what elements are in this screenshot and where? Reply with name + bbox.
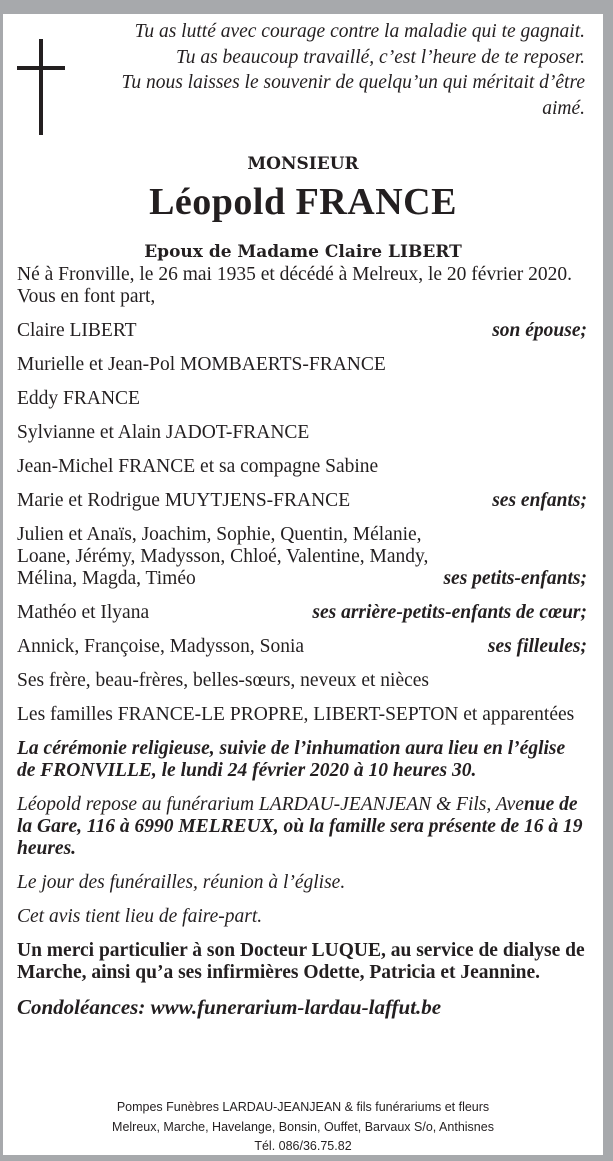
death-notice	[3, 14, 603, 1155]
family-list	[17, 320, 587, 726]
spouse-line: Epoux de Madame Claire LIBERT	[144, 242, 462, 262]
family-relation: ses arrière-petits-enfants de cœur;	[312, 602, 587, 623]
deceased-name: Léopold FRANCE	[149, 181, 457, 223]
family-row	[17, 456, 587, 478]
repose-text-bold: nue de la Gare, 116 à 6990 MELREUX, où la famille sera présente de 16 à 19 heures.	[17, 794, 583, 859]
family-names: Les familles FRANCE-LE PROPRE, LIBERT-SEPTON et apparentées	[17, 704, 575, 725]
family-relation: ses filleules;	[487, 636, 587, 657]
family-names: Jean-Michel FRANCE et sa compagne Sabine	[17, 456, 379, 477]
family-names: Annick, Françoise, Madysson, Sonia	[17, 636, 305, 657]
family-row	[17, 388, 587, 410]
title: MONSIEUR	[247, 154, 359, 174]
family-names: Marie et Rodrigue MUYTJENS-FRANCE	[17, 490, 351, 511]
poem	[115, 19, 585, 121]
family-names: Ses frère, beau-frères, belles-sœurs, neveux et nièces	[17, 670, 430, 691]
family-names: Julien et Anaïs, Joachim, Sophie, Quentin, Mélanie, Loane, Jérémy, Madysson, Chloé, Valentine, Mandy, Mélina, Magda, Timéo	[17, 524, 429, 589]
cross-icon	[17, 39, 65, 135]
family-row	[17, 490, 587, 512]
announce: Vous en font part,	[17, 286, 156, 307]
family-relation: ses enfants;	[492, 490, 587, 511]
poem-line: Tu nous laisses le souvenir de quelqu’un qui méritait d’être aimé.	[121, 72, 585, 119]
family-row	[17, 524, 587, 590]
repose-text: Léopold repose au funérarium LARDAU-JEANJEAN & Fils, Ave	[17, 794, 524, 815]
condolences: Condoléances: www.funerarium-lardau-laffut.be	[17, 995, 442, 1019]
footer	[3, 1098, 603, 1157]
footer-line: Melreux, Marche, Havelange, Bonsin, Ouffet, Barvaux S/o, Anthisnes	[112, 1119, 494, 1134]
family-relation: son épouse;	[492, 320, 587, 341]
family-names: Eddy FRANCE	[17, 388, 140, 409]
family-row	[17, 422, 587, 444]
family-row	[17, 320, 587, 342]
family-names: Claire LIBERT	[17, 320, 137, 341]
family-row	[17, 636, 587, 658]
notice: Cet avis tient lieu de faire-part.	[17, 906, 263, 927]
thanks: Un merci particulier à son Docteur LUQUE, au service de dialyse de Marche, ainsi qu’a ses infirmières Odette, Patricia et Jeannine.	[17, 940, 585, 983]
birth-death: Né à Fronville, le 26 mai 1935 et décédé à Melreux, le 20 février 2020.	[17, 264, 573, 285]
family-names: Murielle et Jean-Pol MOMBAERTS-FRANCE	[17, 354, 386, 375]
family-names: Mathéo et Ilyana	[17, 602, 150, 623]
notice-body	[17, 264, 587, 1030]
family-relation: ses petits-enfants;	[443, 568, 587, 589]
repose	[17, 794, 587, 860]
ceremony: La cérémonie religieuse, suivie de l’inhumation aura lieu en l’église de FRONVILLE, le lundi 24 février 2020 à 10 heures 30.	[17, 738, 566, 781]
meeting: Le jour des funérailles, réunion à l’église.	[17, 872, 346, 893]
poem-line: Tu as lutté avec courage contre la maladie qui te gagnait.	[134, 21, 585, 42]
family-row	[17, 354, 587, 376]
family-names: Sylvianne et Alain JADOT-FRANCE	[17, 422, 310, 443]
family-row	[17, 704, 587, 726]
family-row	[17, 670, 587, 692]
family-row	[17, 602, 587, 624]
poem-line: Tu as beaucoup travaillé, c’est l’heure de te reposer.	[175, 46, 585, 68]
footer-line: Tél. 086/36.75.82	[254, 1139, 352, 1153]
footer-line: Pompes Funèbres LARDAU-JEANJEAN & fils funérariums et fleurs	[116, 1100, 490, 1114]
